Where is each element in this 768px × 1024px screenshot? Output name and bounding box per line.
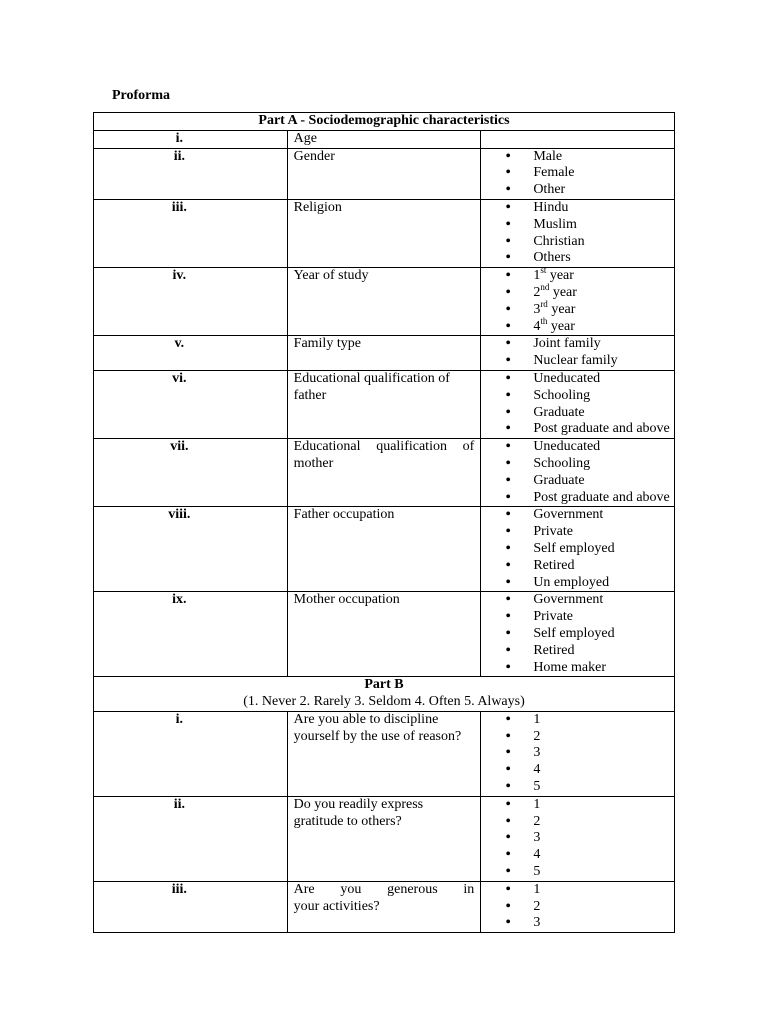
options-list <box>505 712 674 796</box>
question-text: Gender <box>287 148 481 199</box>
options-list <box>505 439 674 506</box>
question-text: Family type <box>287 336 481 371</box>
option-item: • 3rd year <box>505 302 674 319</box>
row-number: v. <box>94 336 288 371</box>
options-cell <box>481 507 675 592</box>
option-item: • Post graduate and above <box>505 421 674 438</box>
part-a-row-7 <box>94 439 675 507</box>
part-b-title: Part B <box>364 677 404 693</box>
question-text: Are you able to discipline yourself by the use of reason? <box>287 711 481 796</box>
option-item: • Uneducated <box>505 439 674 456</box>
option-item: • 4th year <box>505 319 674 336</box>
option-item: • Uneducated <box>505 371 674 388</box>
option-item: • Un employed <box>505 575 674 592</box>
option-item: • Post graduate and above <box>505 490 674 507</box>
part-b-row-1 <box>94 711 675 796</box>
part-a-row-9 <box>94 592 675 677</box>
row-number: vi. <box>94 370 288 438</box>
option-item: • 1 <box>505 882 674 899</box>
part-b-row-2 <box>94 796 675 881</box>
option-item: • Hindu <box>505 200 674 217</box>
part-b-heading <box>94 677 675 712</box>
options-list <box>505 882 674 932</box>
option-item: • Christian <box>505 234 674 251</box>
part-a-header-row <box>94 113 675 131</box>
option-item: • Muslim <box>505 217 674 234</box>
option-item: • 3 <box>505 830 674 847</box>
question-text: Age <box>287 130 481 148</box>
option-item: • Government <box>505 592 674 609</box>
options-list <box>505 507 674 591</box>
rating-scale: (1. Never 2. Rarely 3. Seldom 4. Often 5. Always) <box>243 694 525 710</box>
row-number: iii. <box>94 199 288 267</box>
row-number: i. <box>94 711 288 796</box>
option-item: • Graduate <box>505 405 674 422</box>
option-item: • 3 <box>505 745 674 762</box>
option-item: • Retired <box>505 643 674 660</box>
question-text: Year of study <box>287 268 481 336</box>
option-item: • 2 <box>505 814 674 831</box>
question-text: Do you readily express gratitude to others? <box>287 796 481 881</box>
part-a-row-1 <box>94 130 675 148</box>
option-item: • Male <box>505 149 674 166</box>
options-cell <box>481 439 675 507</box>
option-item: • Retired <box>505 558 674 575</box>
option-item: • 4 <box>505 762 674 779</box>
option-item: • Female <box>505 165 674 182</box>
option-item: • 1st year <box>505 268 674 285</box>
question-text: Father occupation <box>287 507 481 592</box>
document-title: Proforma <box>112 88 171 103</box>
question-text: Mother occupation <box>287 592 481 677</box>
option-item: • 2 <box>505 899 674 916</box>
options-cell <box>481 199 675 267</box>
row-number: ii. <box>94 148 288 199</box>
options-list <box>505 200 674 267</box>
question-text: Educational qualification of mother <box>287 439 481 507</box>
row-number: iv. <box>94 268 288 336</box>
option-item: • Schooling <box>505 456 674 473</box>
option-item: • 5 <box>505 779 674 796</box>
option-item: • Joint family <box>505 336 674 353</box>
part-a-row-8 <box>94 507 675 592</box>
proforma-table <box>93 112 675 933</box>
option-item: • Private <box>505 609 674 626</box>
part-b-row-3 <box>94 881 675 932</box>
options-cell <box>481 711 675 796</box>
options-list <box>505 336 674 370</box>
options-list <box>505 592 674 676</box>
question-text: Are you generous in your activities? <box>287 881 481 932</box>
options-list <box>505 149 674 199</box>
row-number: ix. <box>94 592 288 677</box>
option-item: • Private <box>505 524 674 541</box>
row-number: ii. <box>94 796 288 881</box>
option-item: • Self employed <box>505 626 674 643</box>
options-list <box>505 371 674 438</box>
part-a-row-2 <box>94 148 675 199</box>
part-a-heading: Part A - Sociodemographic characteristics <box>94 113 675 131</box>
option-item: • Others <box>505 250 674 267</box>
options-cell <box>481 148 675 199</box>
option-item: • 1 <box>505 797 674 814</box>
option-item: • Self employed <box>505 541 674 558</box>
options-cell <box>481 881 675 932</box>
options-cell <box>481 370 675 438</box>
row-number: iii. <box>94 881 288 932</box>
option-item: • 3 <box>505 915 674 932</box>
option-item: • 2nd year <box>505 285 674 302</box>
option-item: • 2 <box>505 729 674 746</box>
options-cell <box>481 130 675 148</box>
options-list <box>505 265 674 335</box>
options-cell <box>481 592 675 677</box>
option-item: • 1 <box>505 712 674 729</box>
part-a-row-6 <box>94 370 675 438</box>
row-number: vii. <box>94 439 288 507</box>
question-text: Educational qualification of father <box>287 370 481 438</box>
row-number: i. <box>94 130 288 148</box>
question-text: Religion <box>287 199 481 267</box>
part-a-row-4 <box>94 268 675 336</box>
options-cell <box>481 796 675 881</box>
option-item: • Home maker <box>505 660 674 677</box>
options-cell <box>481 336 675 371</box>
part-a-row-5 <box>94 336 675 371</box>
option-item: • Nuclear family <box>505 353 674 370</box>
row-number: viii. <box>94 507 288 592</box>
option-item: • Other <box>505 182 674 199</box>
option-item: • Schooling <box>505 388 674 405</box>
option-item: • Graduate <box>505 473 674 490</box>
option-item: • Government <box>505 507 674 524</box>
part-a-row-3 <box>94 199 675 267</box>
option-item: • 5 <box>505 864 674 881</box>
part-b-header-row <box>94 677 675 712</box>
options-list <box>505 797 674 881</box>
options-cell <box>481 265 675 336</box>
option-item: • 4 <box>505 847 674 864</box>
